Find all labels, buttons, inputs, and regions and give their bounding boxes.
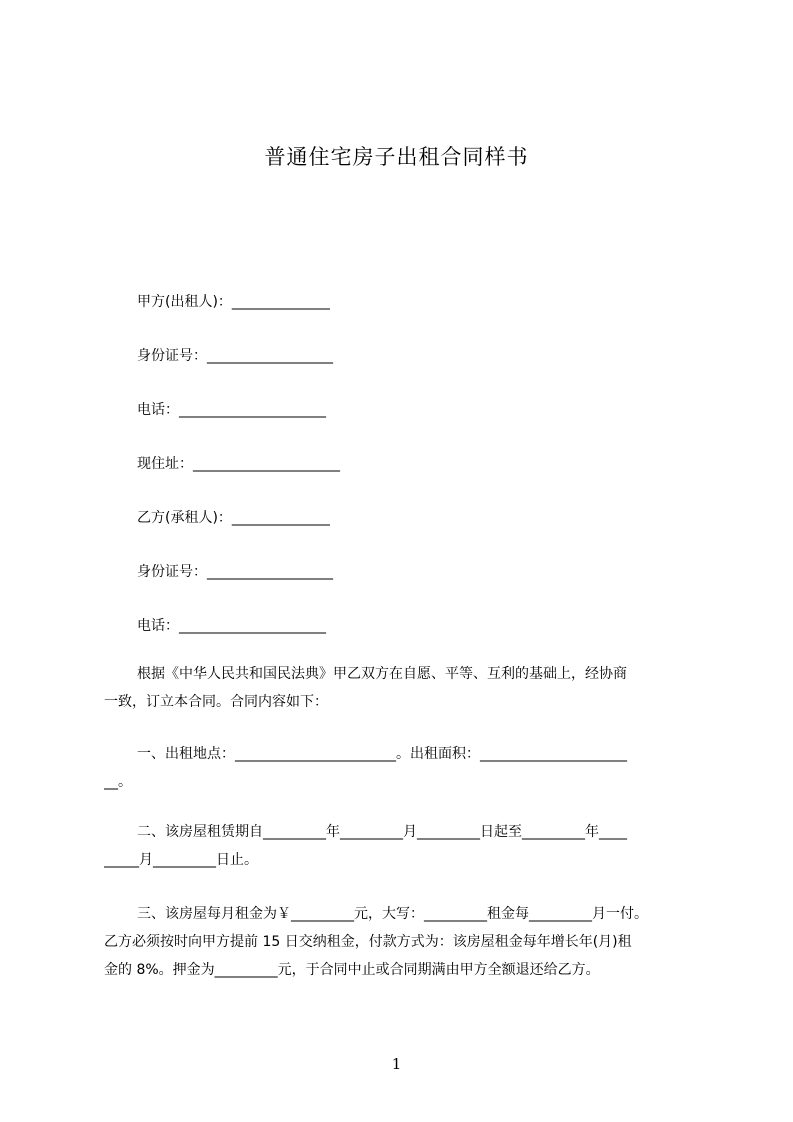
clause-2-paragraph <box>104 818 704 874</box>
clause-line: __。 <box>104 774 132 790</box>
clause-line: 金的 8%。押金为_________元，于合同中止或合同期满由甲方全额退还给乙方。 <box>104 962 600 978</box>
lessor-address-field: 现住址：_____________________ <box>137 456 340 472</box>
lessor-field: 甲方(出租人)：______________ <box>137 294 330 310</box>
clause-line: 一、出租地点：_______________________。出租面积：_____________________ <box>137 746 627 762</box>
page-number: 1 <box>391 1055 402 1073</box>
clause-line: _____月_________日止。 <box>104 852 258 868</box>
lessor-id-field: 身份证号：__________________ <box>137 348 333 364</box>
clause-line: 乙方必须按时向甲方提前 15 日交纳租金，付款方式为：该房屋租金每年增长年(月)租 <box>104 934 632 950</box>
intro-line: 根据《中华人民共和国民法典》甲乙双方在自愿、平等、互利的基础上，经协商 <box>137 666 627 682</box>
document-title: 普通住宅房子出租合同样书 <box>264 145 529 169</box>
clause-3-paragraph <box>104 900 704 984</box>
lessee-id-field: 身份证号：__________________ <box>137 564 333 580</box>
lessee-field: 乙方(承租人)：______________ <box>137 510 330 526</box>
clause-line: 二、该房屋租赁期自_________年_________月_________日起至_________年____ <box>137 824 627 840</box>
intro-line: 一致，订立本合同。合同内容如下： <box>104 694 328 710</box>
intro-paragraph <box>104 660 704 716</box>
clause-line: 三、该房屋每月租金为￥_________元，大写：_________租金每_________月一付。 <box>137 906 648 922</box>
lessor-phone-field: 电话：_____________________ <box>137 402 326 418</box>
clause-1-paragraph <box>104 740 704 796</box>
lessee-phone-field: 电话：_____________________ <box>137 618 326 634</box>
